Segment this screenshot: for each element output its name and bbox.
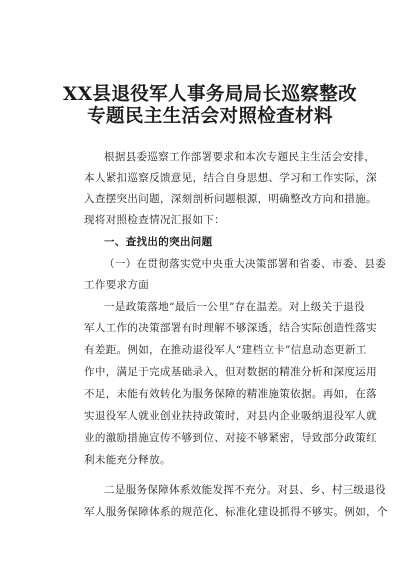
body-line: 不足，未能有效转化为服务保障的精准施策依据。再如，在落	[84, 388, 377, 400]
body-line: 作中，满足于完成基础录入，但对数据的精准分析和深度运用	[84, 366, 377, 378]
body-line: 利未能充分释放。	[84, 454, 171, 466]
body-line: 根据县委巡察工作部署要求和本次专题民主生活会安排，	[104, 151, 376, 163]
document-title-line-2: 专题民主生活会对照检查材料	[87, 106, 333, 127]
body-line: 现将对照检查情况汇报如下：	[84, 214, 226, 226]
body-line: 二是服务保障体系效能发挥不充分。对县、乡、村三级退役	[104, 484, 387, 496]
body-line: 有差距。例如，在推动退役军人“建档立卡”信息动态更新工	[84, 344, 367, 356]
body-line: 业的激励措施宣传不够到位、对接不够紧密，导致部分政策红	[84, 432, 377, 444]
body-line: 军人工作的决策部署有时理解不够深透，结合实际创造性落实	[84, 322, 377, 334]
section-heading: 一、查找出的突出问题	[104, 236, 213, 248]
subsection-heading: （一）在贯彻落实党中央重大决策部署和省委、市委、县委	[104, 258, 387, 270]
body-line: 本人紧扣巡察反馈意见，结合自身思想、学习和工作实际，深	[84, 172, 377, 184]
body-line: 军人服务保障体系的规范化、标准化建设抓得不够实。例如，个	[84, 506, 388, 518]
body-line: 一是政策落地“最后一公里”存在温差。对上级关于退役	[104, 301, 365, 313]
body-line: 实退役军人就业创业扶持政策时，对县内企业吸纳退役军人就	[84, 410, 377, 422]
subsection-heading-cont: 工作要求方面	[84, 279, 150, 291]
document-title-line-1: XX县退役军人事务局局长巡察整改	[62, 84, 358, 105]
body-line: 入查摆突出问题，深刻剖析问题根源，明确整改方向和措施。	[84, 193, 377, 205]
